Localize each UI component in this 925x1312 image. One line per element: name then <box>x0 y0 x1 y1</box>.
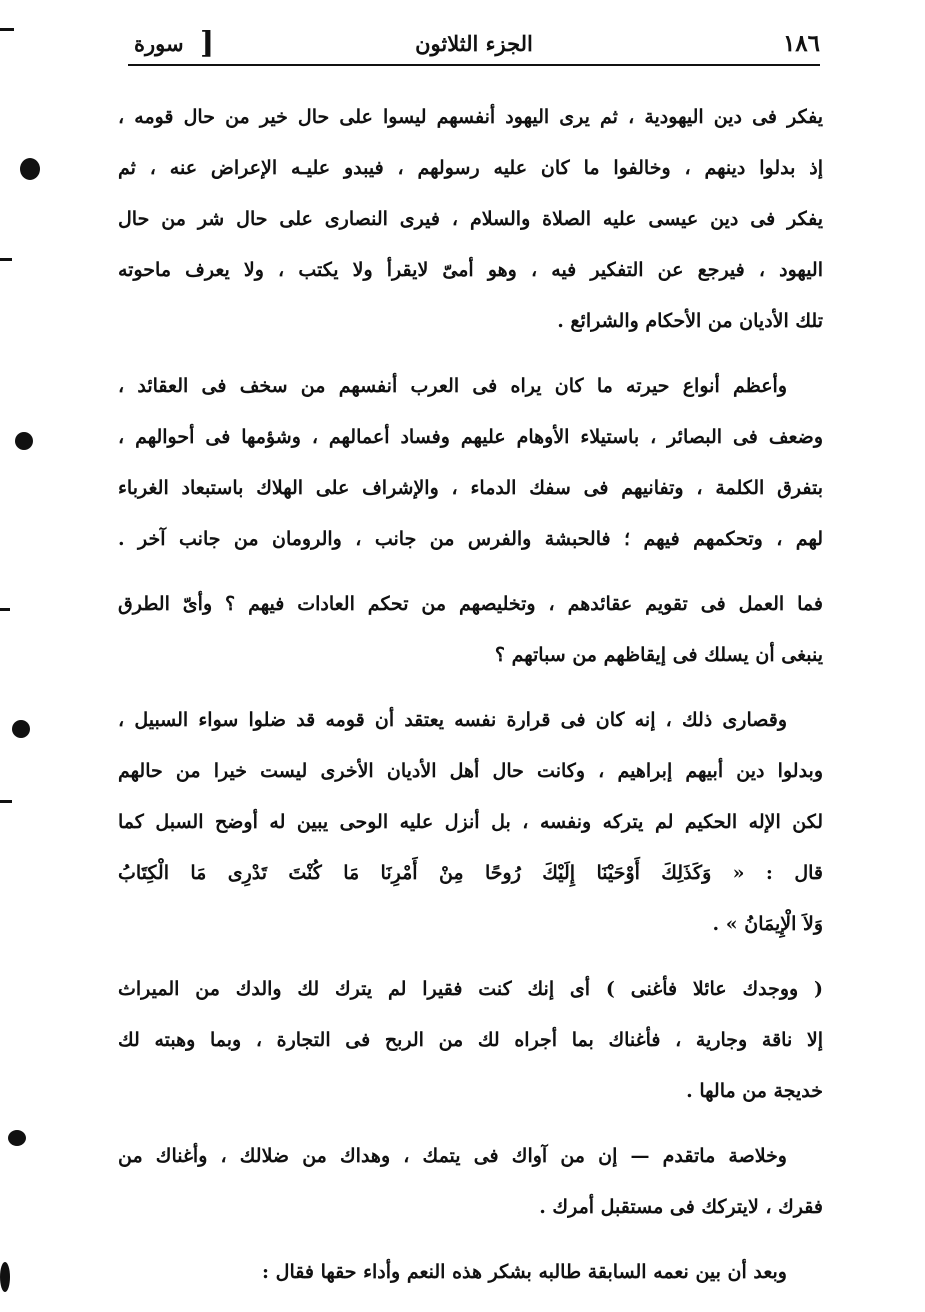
ink-spot <box>15 432 33 450</box>
page-header <box>128 28 820 66</box>
page-body <box>118 92 823 1312</box>
text-line: وأعظم أنواع حيرته ما كان يراه فى العرب أنفسهم من سخف فى العقائد ، <box>118 375 787 397</box>
text-line: خديجة من مالها . <box>686 1080 823 1102</box>
text-line: وبعد أن بين نعمه السابقة طالبه بشكر هذه النعم وأداء حقها فقال : <box>262 1261 787 1283</box>
margin-mark <box>0 28 14 31</box>
paragraph <box>118 361 823 565</box>
paragraph <box>118 92 823 347</box>
text-line: تلك الأديان من الأحكام والشرائع . <box>557 310 823 332</box>
ink-spot <box>8 1130 26 1146</box>
ink-spot <box>0 1262 10 1292</box>
text-line: إلا ناقة وجارية ، فأغناك بما أجراه لك من الربح فى التجارة ، وبما وهبته لك <box>118 1029 823 1051</box>
text-line: بتفرق الكلمة ، وتفانيهم فى سفك الدماء ، والإشراف على الهلاك باستبعاد الغرباء <box>118 477 823 499</box>
text-line: فما العمل فى تقويم عقائدهم ، وتخليصهم من تحكم العادات فيهم ؟ وأىّ الطرق <box>118 593 823 615</box>
part-title: الجزء الثلاثون <box>415 31 533 56</box>
text-line: وخلاصة ماتقدم — إن من آواك فى يتمك ، وهداك من ضلالك ، وأغناك من <box>118 1145 787 1167</box>
margin-mark <box>0 608 10 611</box>
text-line: اليهود ، فيرجع عن التفكير فيه ، وهو أمىّ لايقرأ ولا يكتب ، ولا يعرف ماحوته <box>118 259 823 281</box>
ink-spot <box>12 720 30 738</box>
text-line: ( ووجدك عائلا فأغنى ) أى إنك كنت فقيرا لم يترك لك والدك من الميراث <box>118 978 823 1000</box>
text-line: ينبغى أن يسلك فى إيقاظهم من سباتهم ؟ <box>494 644 823 666</box>
text-line: يفكر فى دين اليهودية ، ثم يرى اليهود أنفسهم ليسوا على حال خير من حال قومه ، <box>118 106 823 128</box>
paragraph <box>118 1247 823 1298</box>
text-line: وَلاَ الْإِيمَانُ » . <box>712 913 823 935</box>
text-line: وضعف فى البصائر ، باستيلاء الأوهام عليهم وفساد أعمالهم ، وشؤمها فى أحوالهم ، <box>118 426 823 448</box>
surah-label: سورة <box>134 31 184 56</box>
ink-spot <box>20 158 40 180</box>
text-line: وبدلوا دين أبيهم إبراهيم ، وكانت حال أهل الأديان الأخرى ليست خيرا من حالهم <box>118 760 823 782</box>
text-line: لكن الإله الحكيم لم يتركه ونفسه ، بل أنزل عليه الوحى يبين له أوضح السبل كما <box>118 811 823 833</box>
text-line: لهم ، وتحكمهم فيهم ؛ فالحبشة والفرس من جانب ، والرومان من جانب آخر . <box>118 528 823 550</box>
paragraph <box>118 695 823 950</box>
paragraph <box>118 579 823 681</box>
text-line: فقرك ، لايتركك فى مستقبل أمرك . <box>539 1196 823 1218</box>
margin-mark <box>0 258 12 261</box>
text-line: إذ بدلوا دينهم ، وخالفوا ما كان عليه رسولهم ، فيبدو عليـه الإعراض عنه ، ثم <box>118 157 823 179</box>
paragraph <box>118 964 823 1117</box>
page-number: ١٨٦ <box>782 30 820 57</box>
paragraph <box>118 1131 823 1233</box>
header-bracket: [ <box>200 26 215 61</box>
margin-mark <box>0 800 12 803</box>
text-line: قال : « وَكَذَلِكَ أَوْحَيْنَا إِلَيْكَ رُوحًا مِنْ أَمْرِنَا مَا كُنْتَ تَدْرِى مَا الْكِتَابُ <box>118 862 823 884</box>
text-line: وقصارى ذلك ، إنه كان فى قرارة نفسه يعتقد أن قومه قد ضلوا سواء السبيل ، <box>118 709 787 731</box>
text-line: يفكر فى دين عيسى عليه الصلاة والسلام ، فيرى النصارى على حال شر من حال <box>118 208 823 230</box>
